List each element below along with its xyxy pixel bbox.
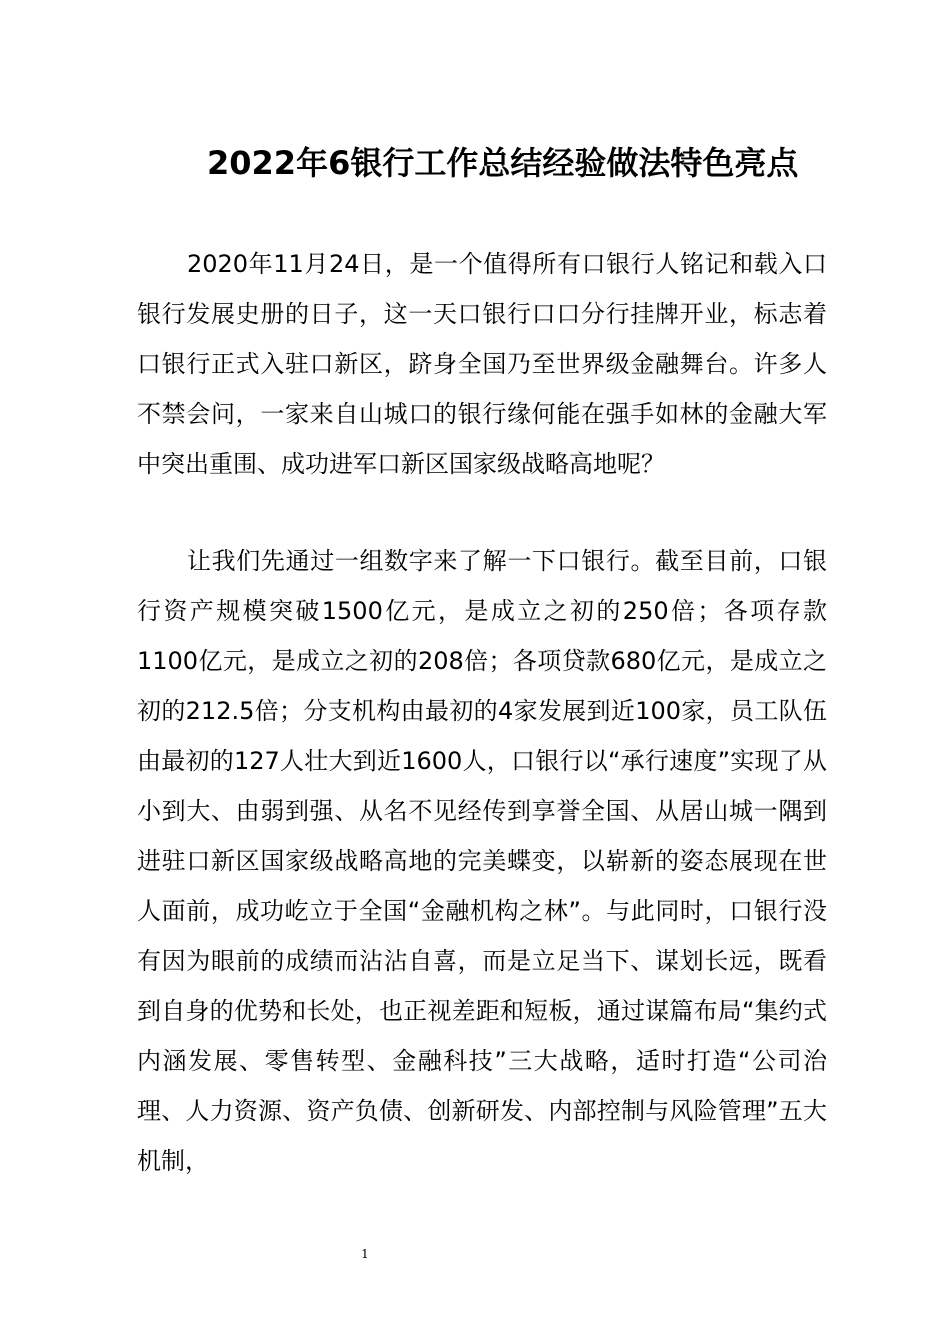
- page-number: 1: [361, 1247, 369, 1261]
- paragraph-2: 让我们先通过一组数字来了解一下口银行。截至目前，口银行资产规模突破1500亿元，是成立之初的250倍；各项存款1100亿元，是成立之初的208倍；各项贷款680亿元，是成立之初的212.5倍；分支机构由最初的4家发展到近100家，员工队伍由最初的127人壮大到近1600人，口银行以“承行速度”实现了从小到大、由弱到强、从名不见经传到享誉全国、从居山城一隅到进驻口新区国家级战略高地的完美蝶变，以崭新的姿态展现在世人面前，成功屹立于全国“金融机构之林”。与此同时，口银行没有因为眼前的成绩而沾沾自喜，而是立足当下、谋划长远，既看到自身的优势和长处，也正视差距和短板，通过谋篇布局“集约式内涵发展、零售转型、金融科技”三大战略，适时打造“公司治理、人力资源、资产负债、创新研发、内部控制与风险管理”五大机制，: [137, 547, 827, 1175]
- paragraph-1: 2020年11月24日，是一个值得所有口银行人铭记和载入口银行发展史册的日子，这一天口银行口口分行挂牌开业，标志着口银行正式入驻口新区，跻身全国乃至世界级金融舞台。许多人不禁会问，一家来自山城口的银行缘何能在强手如林的金融大军中突出重围、成功进军口新区国家级战略高地呢？: [137, 250, 827, 478]
- document-title: 2022年6银行工作总结经验做法特色亮点: [207, 144, 799, 182]
